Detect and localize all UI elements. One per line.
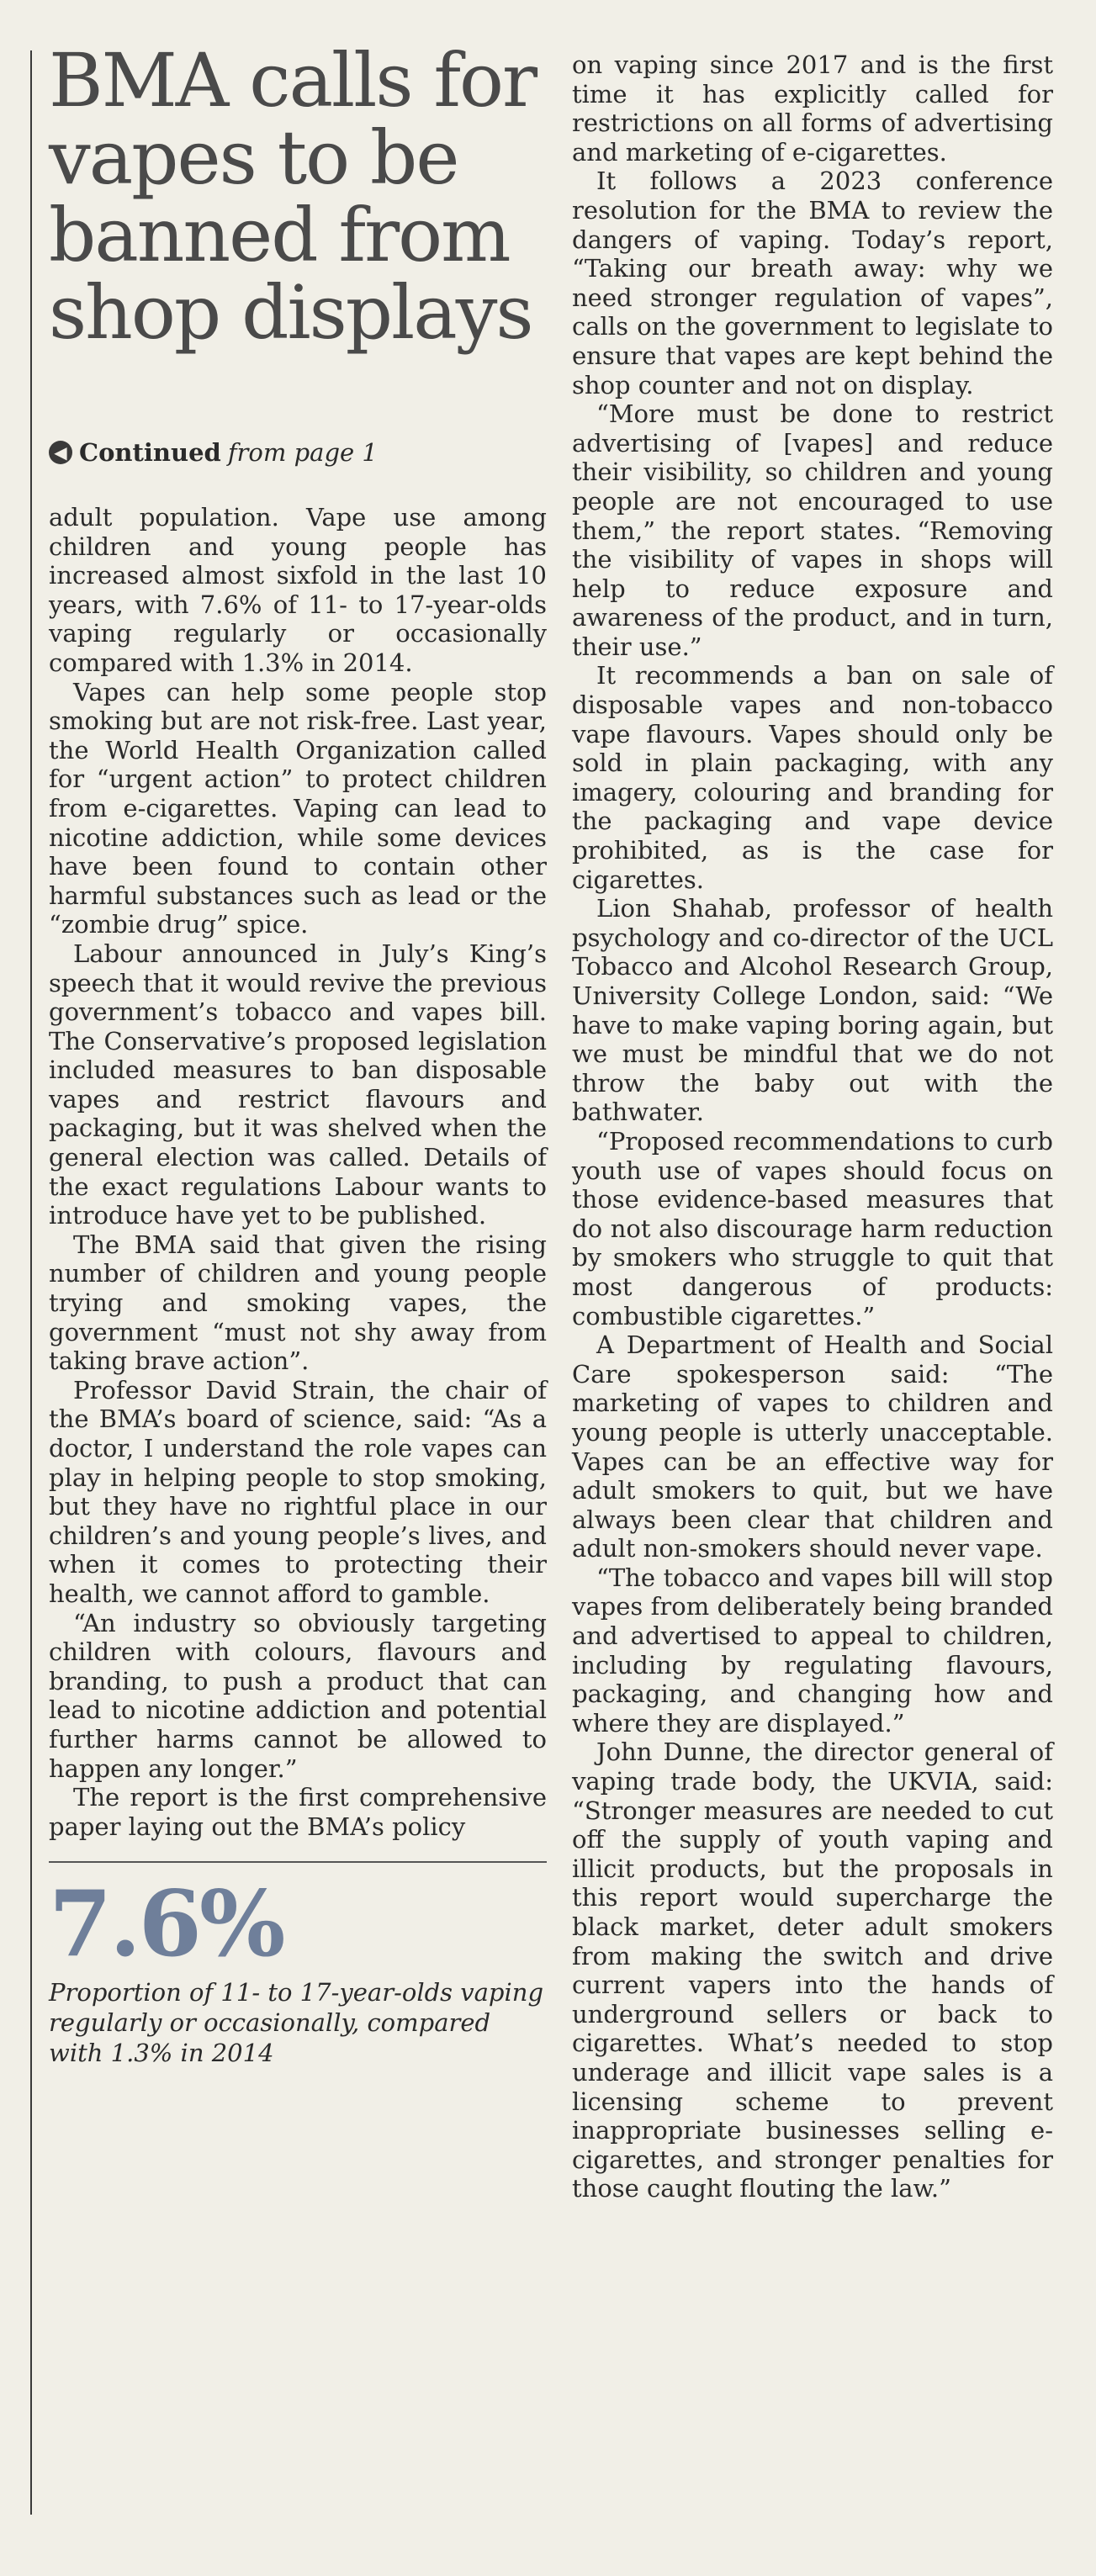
left-body (49, 503, 547, 1841)
paragraph: Labour announced in July’s King’s speech that it would revive the previous government’s tobacco and vapes bill. The Conservative’s proposed legislation included measures to ban disposable vapes and restrict flavours and packaging, but it was shelved when the general election was called. Details of the exact regulations Labour wants to introduce have yet to be published. (49, 939, 547, 1230)
paragraph: “The tobacco and vapes bill will stop vapes from deliberately being branded and advertised to appeal to children, including by regulating flavours, packaging, and changing how and where they are displayed.” (572, 1563, 1053, 1738)
column-rule (30, 50, 32, 2515)
right-column (572, 50, 1053, 2203)
left-column (49, 37, 547, 2068)
stat-value: 7.6% (49, 1871, 283, 1978)
paragraph: “Proposed recommendations to curb youth use of vapes should focus on those evidence-based measures that do not also discourage harm reduction by smokers who struggle to quit that most dangerous of products: combustible cigarettes.” (572, 1126, 1053, 1330)
paragraph: John Dunne, the director general of vaping trade body, the UKVIA, said: “Stronger measures are needed to cut off the supply of youth vaping and illicit products, but the proposals in this report would supercharge the black market, deter adult smokers from making the switch and drive current vapers into the hands of underground sellers or back to cigarettes. What’s needed to stop underage and illicit vape sales is a licensing scheme to prevent inappropriate businesses selling e-cigarettes, and stronger penalties for those caught flouting the law.” (572, 1738, 1053, 2203)
right-body (572, 50, 1053, 2203)
paragraph: “An industry so obviously targeting children with colours, flavours and branding, to push a product that can lead to nicotine addiction and potential further harms cannot be allowed to happen any longer.” (49, 1608, 547, 1783)
paragraph: It follows a 2023 conference resolution for the BMA to review the dangers of vaping. Today’s report, “Taking our breath away: why we need stronger regulation of vapes”, calls on the government to legislate to ensure that vapes are kept behind the shop counter and not on display. (572, 167, 1053, 399)
paragraph: The BMA said that given the rising number of children and young people trying and smoking vapes, the government “must not shy away from taking brave action”. (49, 1230, 547, 1376)
arrow-left-icon: ◀ (49, 441, 72, 464)
paragraph: It recommends a ban on sale of disposable vapes and non-tobacco vape flavours. Vapes should only be sold in plain packaging, with any imagery, colouring and branding for the packaging and vape device prohibited, as is the case for cigarettes. (572, 661, 1053, 894)
stat-box (49, 1861, 547, 2068)
paragraph: Professor David Strain, the chair of the BMA’s board of science, said: “As a doctor, I understand the role vapes can play in helping people to stop smoking, but they have no rightful place in our children’s and young people’s lives, and when it comes to protecting their health, we cannot afford to gamble. (49, 1375, 547, 1608)
stat-divider (49, 1861, 547, 1863)
headline: BMA calls for vapes to be banned from shop displays (49, 37, 537, 356)
stat-caption: Proportion of 11- to 17-year-olds vaping regularly or occasionally, compared with 1.3% in 2014 (49, 1978, 544, 2068)
continued-line (49, 436, 547, 469)
continued-source: from page 1 (227, 438, 378, 467)
paragraph: Vapes can help some people stop smoking but are not risk-free. Last year, the World Health Organization called for “urgent action” to protect children from e-cigarettes. Vaping can lead to nicotine addiction, while some devices have been found to contain other harmful substances such as lead or the “zombie drug” spice. (49, 677, 547, 939)
paragraph: A Department of Health and Social Care spokesperson said: “The marketing of vapes to children and young people is utterly unacceptable. Vapes can be an effective way for adult smokers to quit, but we have always been clear that children and adult non-smokers should never vape. (572, 1330, 1053, 1563)
continued-label: Continued (79, 438, 221, 467)
paragraph: on vaping since 2017 and is the first time it has explicitly called for restrictions on all forms of advertising and marketing of e-cigarettes. (572, 50, 1053, 167)
paragraph: Lion Shahab, professor of health psychology and co-director of the UCL Tobacco and Alcohol Research Group, University College London, said: “We have to make vaping boring again, but we must be mindful that we do not throw the baby out with the bathwater. (572, 894, 1053, 1127)
paragraph: “More must be done to restrict advertising of [vapes] and reduce their visibility, so children and young people are not encouraged to use them,” the report states. “Removing the visibility of vapes in shops will help to reduce exposure and awareness of the product, and in turn, their use.” (572, 399, 1053, 661)
paragraph: The report is the first comprehensive paper laying out the BMA’s policy (49, 1783, 547, 1841)
paragraph: adult population. Vape use among children and young people has increased almost sixfold in the last 10 years, with 7.6% of 11- to 17-year-olds vaping regularly or occasionally compared with 1.3% in 2014. (49, 503, 547, 677)
